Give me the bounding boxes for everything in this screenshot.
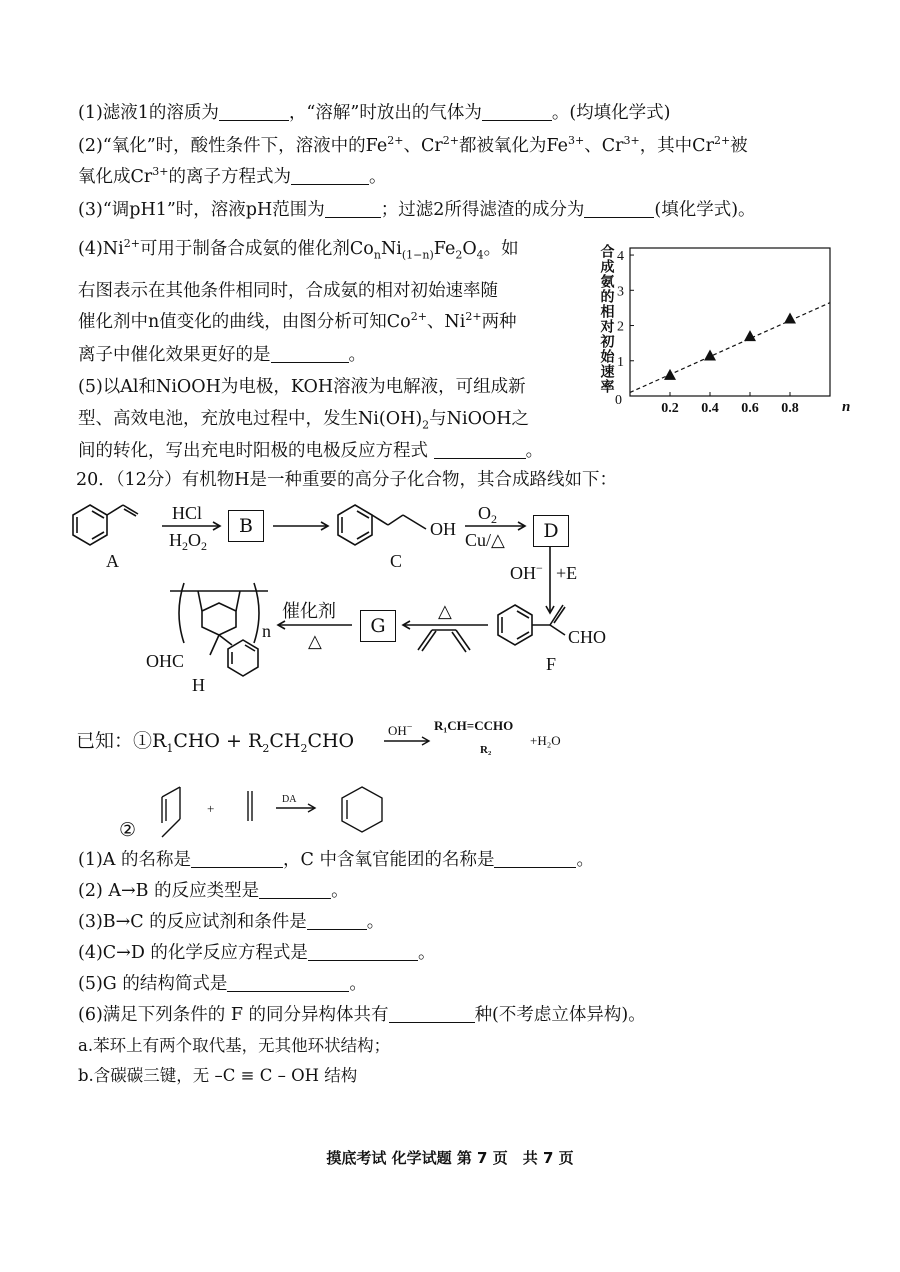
label-f: F xyxy=(546,654,557,674)
known2-number: ② xyxy=(119,820,137,841)
ohc-group: OHC xyxy=(146,651,185,671)
answer-blank[interactable] xyxy=(308,942,418,961)
q19-part1: (1)滤液1的溶质为 ，“溶解”时放出的气体为 。(均填化学式) xyxy=(78,103,671,123)
q19-part4-line1: $(4)Ni^{2+}$可用于制备合成氨的催化剂$Co_nNi_{(1-n)}Fe_2O_4$。如 xyxy=(78,237,519,262)
known2-cond: DA xyxy=(282,794,297,805)
page-footer: 摸底考试 化学试题 第 7 页 共 7 页 xyxy=(326,1149,574,1167)
q19-part4-line4: 离子中催化效果更好的是 。 xyxy=(78,345,366,365)
phenylethanol-structure xyxy=(338,505,426,545)
box-b: B xyxy=(228,510,264,542)
data-point-triangle xyxy=(784,312,796,323)
q20-sub3: (3)B→C 的反应试剂和条件是 。 xyxy=(78,912,385,932)
known-reaction-1: 已知：$①R_1CHO + R_2CH_2CHO$ xyxy=(76,730,355,755)
rate-chart xyxy=(590,238,851,458)
known1-arrow xyxy=(382,718,442,758)
label-c: C xyxy=(390,551,403,571)
reagent-catalyst: 催化剂 xyxy=(282,601,336,621)
q20-sub6: (6)满足下列条件的 F 的同分异构体共有 种(不考虑立体异构)。 xyxy=(78,1005,646,1025)
y-tick-label: 1 xyxy=(617,354,624,370)
chart-axes xyxy=(599,243,831,396)
label-a: A xyxy=(106,551,119,571)
answer-blank[interactable] xyxy=(325,199,381,218)
svg-text:OH−: OH− xyxy=(388,722,413,738)
reagent-heat: △ xyxy=(308,631,322,651)
phenylacrolein-structure xyxy=(498,605,565,645)
answer-blank[interactable] xyxy=(307,911,367,930)
q19-part5-line1: (5)以Al和NiOOH为电极，KOH溶液为电解液，可组成新 xyxy=(78,377,526,397)
answer-blank[interactable] xyxy=(191,849,283,868)
y-tick-label: 2 xyxy=(617,319,624,335)
q20-title: 20．（12分）有机物H是一种重要的高分子化合物，其合成路线如下： xyxy=(76,470,618,490)
trend-line xyxy=(630,303,830,393)
q20-sub2: (2) A→B 的反应类型是 。 xyxy=(78,881,349,901)
chart-y-label: 合成氨的相对初始速率 xyxy=(598,244,614,394)
origin-label: 0 xyxy=(615,393,622,408)
q19-part3: (3)“调pH1”时，溶液pH范围为 ；过滤2所得滤渣的成分为 (填化学式)。 xyxy=(78,200,756,220)
q19-part2-line2: 氧化成$Cr^{3+}$的离子方程式为 。 xyxy=(78,165,387,187)
q19-part4-line3: 催化剂中n值变化的曲线，由图分析可知$Co^{2+}$、$Ni^{2+}$两种 xyxy=(78,310,517,332)
known1-product: R₁CH=CCHO xyxy=(434,718,514,733)
oh-group: OH xyxy=(430,519,456,539)
known-reaction-2 xyxy=(150,775,410,855)
answer-blank[interactable] xyxy=(219,102,289,121)
polymer-h-structure xyxy=(170,583,268,676)
answer-blank[interactable] xyxy=(494,849,576,868)
q19-part5-line3: 间的转化，写出充电时阳极的电极反应方程式 。 xyxy=(78,441,544,461)
chart-series xyxy=(630,303,830,393)
box-g: G xyxy=(360,610,396,642)
q20-condition-b: b.含碳碳三键，无 –C ≡ C – OH 结构 xyxy=(78,1066,358,1085)
q19-part5-line2: 型、高效电池，充放电过程中，发生$Ni(OH)_2$与NiOOH之 xyxy=(78,409,530,432)
q20-sub1: (1)A 的名称是 ，C 中含氧官能团的名称是 。 xyxy=(78,850,594,870)
x-tick-label: 0.2 xyxy=(661,401,679,416)
reagent-hcl: HCl xyxy=(172,503,203,523)
reagent-o2: $O_2$ xyxy=(478,503,497,526)
chart-x-label: n xyxy=(842,399,851,415)
chart-ticks xyxy=(615,249,850,416)
repeat-n: n xyxy=(262,621,271,641)
styrene-structure xyxy=(73,505,138,545)
known2-plus: + xyxy=(207,801,215,816)
x-tick-label: 0.6 xyxy=(741,401,759,416)
reagent-h2o2: $H_2O_2$ xyxy=(169,530,207,553)
answer-blank[interactable] xyxy=(291,166,369,185)
q19-part2-line1: (2)“氧化”时，酸性条件下，溶液中的$Fe^{2+}$、$Cr^{2+}$都被氧化为$Fe^{3+}$、$Cr^{3+}$，其中$Cr^{2+}$被 xyxy=(78,134,748,156)
reagent-oh-minus: OH− xyxy=(510,561,543,583)
q20-condition-a: a.苯环上有两个取代基，无其他环状结构； xyxy=(78,1036,391,1055)
answer-blank[interactable] xyxy=(259,880,331,899)
y-tick-label: 4 xyxy=(617,249,624,265)
reagent-plus-e: +E xyxy=(556,563,578,583)
reagent-cu-heat: Cu/△ xyxy=(465,530,505,550)
answer-blank[interactable] xyxy=(389,1004,475,1023)
q20-sub5: (5)G 的结构简式是 。 xyxy=(78,974,367,994)
label-h: H xyxy=(192,675,205,695)
box-d: D xyxy=(533,515,569,547)
data-point-triangle xyxy=(664,369,676,380)
known1-water: +H₂O xyxy=(530,733,561,748)
data-point-triangle xyxy=(744,330,756,341)
synthesis-scheme xyxy=(60,495,700,705)
answer-blank[interactable] xyxy=(482,102,552,121)
q19-part4-line2: 右图表示在其他条件相同时，合成氨的相对初始速率随 xyxy=(78,281,498,301)
reagent-heat: △ xyxy=(438,601,452,621)
butadiene-structure xyxy=(418,630,470,652)
answer-blank[interactable] xyxy=(584,199,654,218)
x-tick-label: 0.8 xyxy=(781,401,799,416)
answer-blank[interactable] xyxy=(271,344,349,363)
known1-r2: R₂ xyxy=(480,744,492,756)
answer-blank[interactable] xyxy=(227,973,349,992)
x-tick-label: 0.4 xyxy=(701,401,719,416)
answer-blank[interactable] xyxy=(434,440,526,459)
y-tick-label: 3 xyxy=(617,284,624,300)
q20-sub4: (4)C→D 的化学反应方程式是 。 xyxy=(78,943,436,963)
chart-frame xyxy=(630,248,830,396)
cho-group: CHO xyxy=(568,627,607,647)
